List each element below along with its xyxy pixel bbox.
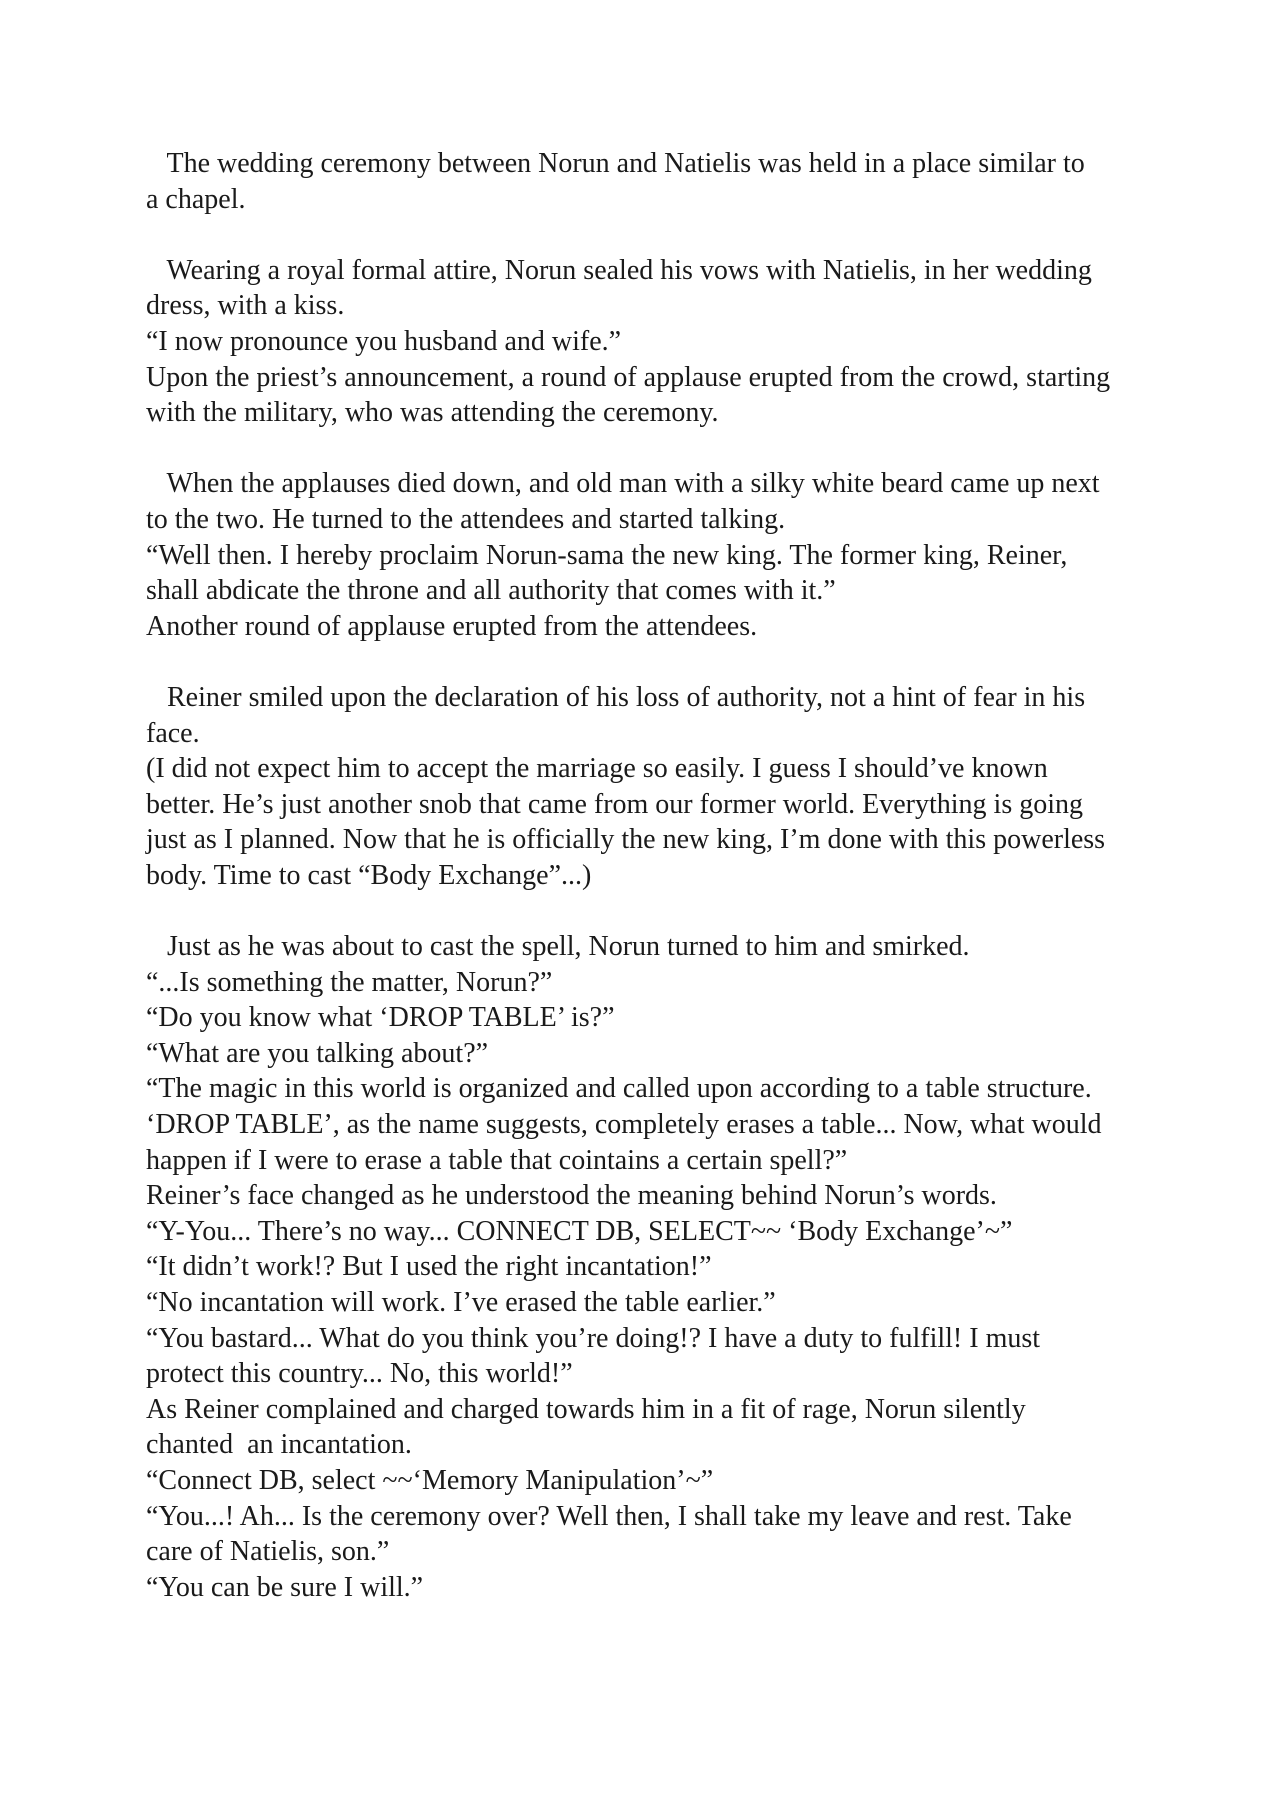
- document-text: [146, 146, 1186, 1605]
- text-line: Another round of applause erupted from the attendees.: [146, 610, 758, 642]
- text-line: Reiner smiled upon the declaration of his loss of authority, not a hint of fear in his: [146, 681, 1086, 713]
- paragraph: [146, 466, 1186, 644]
- text-line: When the applauses died down, and old man with a silky white beard came up next: [146, 468, 1100, 500]
- text-line: The wedding ceremony between Norun and Natielis was held in a place similar to: [146, 148, 1085, 179]
- paragraph: [146, 680, 1186, 894]
- paragraph: [146, 253, 1186, 431]
- text-line: just as I planned. Now that he is officially the new king, I’m done with this powerless: [146, 824, 1106, 856]
- paragraph-gap: [146, 217, 1186, 253]
- text-line: “You can be sure I will.”: [146, 1571, 424, 1603]
- text-line: Reiner’s face changed as he understood the meaning behind Norun’s words.: [146, 1180, 997, 1212]
- text-line: a chapel.: [146, 183, 246, 215]
- text-line: “Well then. I hereby proclaim Norun-sama the new king. The former king, Reiner,: [146, 539, 1068, 571]
- text-line: care of Natielis, son.”: [146, 1536, 390, 1568]
- paragraph-gap: [146, 893, 1186, 929]
- text-line: “What are you talking about?”: [146, 1037, 489, 1069]
- text-line: “No incantation will work. I’ve erased the table earlier.”: [146, 1287, 776, 1318]
- text-line: body. Time to cast “Body Exchange”...): [146, 859, 592, 891]
- text-line: Wearing a royal formal attire, Norun sealed his vows with Natielis, in her wedding: [146, 254, 1092, 286]
- text-line: chanted an incantation.: [146, 1429, 412, 1461]
- paragraph-gap: [146, 431, 1186, 467]
- text-line: “...Is something the matter, Norun?”: [146, 966, 553, 998]
- text-line: As Reiner complained and charged towards him in a fit of rage, Norun silently: [146, 1393, 1026, 1425]
- text-line: Just as he was about to cast the spell, Norun turned to him and smirked.: [146, 931, 970, 963]
- text-line: “I now pronounce you husband and wife.”: [146, 325, 622, 357]
- text-line: dress, with a kiss.: [146, 290, 345, 322]
- text-line: to the two. He turned to the attendees and started talking.: [146, 503, 786, 535]
- text-line: happen if I were to erase a table that cointains a certain spell?”: [146, 1144, 848, 1176]
- paragraph-gap: [146, 644, 1186, 680]
- text-line: (I did not expect him to accept the marriage so easily. I guess I should’ve known: [146, 753, 1048, 785]
- text-line: Upon the priest’s announcement, a round of applause erupted from the crowd, starting: [146, 361, 1111, 393]
- text-line: better. He’s just another snob that came from our former world. Everything is going: [146, 788, 1084, 820]
- paragraph: [146, 929, 1186, 1605]
- text-line: “You...! Ah... Is the ceremony over? Well then, I shall take my leave and rest. Take: [146, 1500, 1072, 1532]
- text-line: ‘DROP TABLE’, as the name suggests, completely erases a table... Now, what would: [146, 1109, 1102, 1141]
- text-line: “You bastard... What do you think you’re doing!? I have a duty to fulfill! I must: [146, 1322, 1041, 1354]
- paragraph: [146, 146, 1186, 217]
- text-line: “The magic in this world is organized and called upon according to a table structure.: [146, 1073, 1092, 1105]
- text-line: “It didn’t work!? But I used the right incantation!”: [146, 1251, 712, 1283]
- text-line: “Do you know what ‘DROP TABLE’ is?”: [146, 1002, 615, 1034]
- text-line: protect this country... No, this world!”: [146, 1358, 573, 1390]
- text-line: face.: [146, 717, 200, 749]
- text-line: “Connect DB, select ~~‘Memory Manipulation’~”: [146, 1464, 714, 1496]
- text-line: “Y-You... There’s no way... CONNECT DB, SELECT~~ ‘Body Exchange’~”: [146, 1215, 1013, 1247]
- text-line: shall abdicate the throne and all authority that comes with it.”: [146, 575, 836, 607]
- text-line: with the military, who was attending the ceremony.: [146, 397, 719, 429]
